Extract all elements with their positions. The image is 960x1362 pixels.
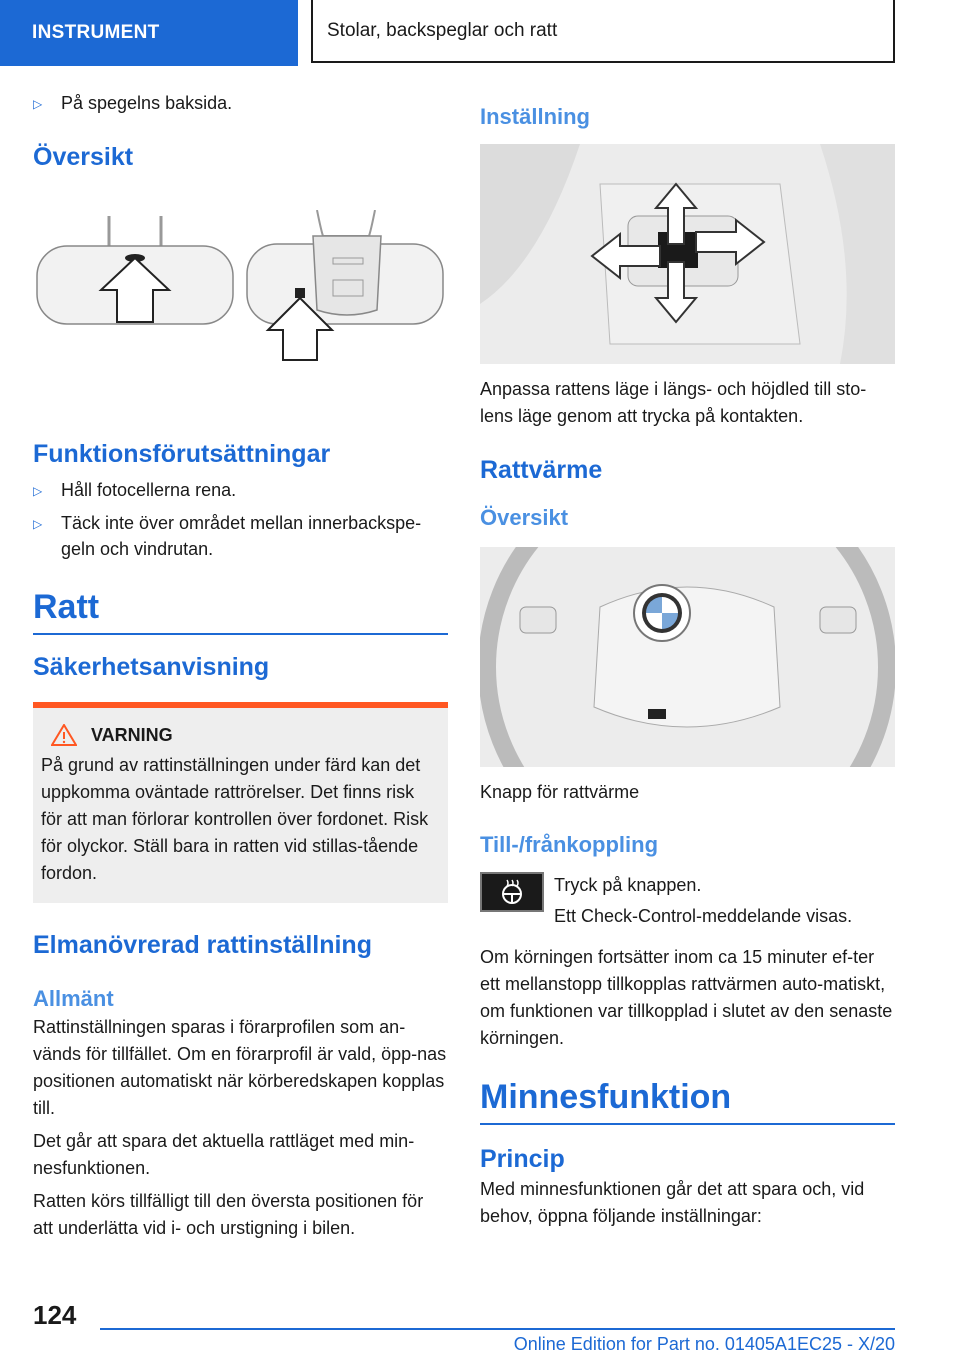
section-heading-princip: Princip xyxy=(480,1145,565,1173)
list-item: ▷ Täck inte över området mellan innerbackspe-geln och vindrutan. xyxy=(33,510,448,562)
section-heading-sakerhet: Säkerhetsanvisning xyxy=(33,653,270,681)
warning-text: På grund av rattinställningen under färd kan det uppkomma oväntade rattrörelser. Det finns risk för att man förlorar kontrollen över fordonet. Risk för olyckor. Ställ bara in ratten vid stillas-tående fordon. xyxy=(41,755,429,883)
instruction-line: Tryck på knappen. xyxy=(554,875,702,895)
triangle-bullet-icon: ▷ xyxy=(33,484,43,498)
section-heading-oversikt: Översikt xyxy=(33,143,134,171)
chapter-title: Stolar, backspeglar och ratt xyxy=(311,0,895,63)
page-header xyxy=(0,0,960,66)
edition-text: Online Edition for Part no. 01405A1EC25 - X/20 xyxy=(513,1334,895,1354)
subheading-till: Till-/frånkoppling xyxy=(480,832,659,857)
triangle-bullet-icon: ▷ xyxy=(33,97,43,111)
steering-wheel-image xyxy=(480,547,895,767)
paragraph: Om körningen fortsätter inom ca 15 minuter ef-ter ett mellanstopp tillkopplas rattvärmen auto-matiskt, om funktionen var tillkopplad i slutet av den senaste körningen. xyxy=(480,947,893,1048)
mirror-figure xyxy=(33,210,448,400)
subheading-oversikt: Översikt xyxy=(480,505,569,530)
paragraph: Ratten körs tillfälligt till den översta positionen för att underlätta vid i- och urstigning i bilen. xyxy=(33,1191,424,1238)
section-heading-elman: Elmanövrerad rattinställning xyxy=(33,931,372,959)
section-heading-funktion: Funktionsförutsättningar xyxy=(33,440,331,468)
paragraph: Rattinställningen sparas i förarprofilen som an-vänds för tillfället. Om en förarprofil är vald, öpp-nas positionen automatiskt när körberedskapen kopplas till. xyxy=(33,1017,447,1118)
subheading-installning: Inställning xyxy=(480,104,590,129)
paragraph: Med minnesfunktionen går det att spara och, vid behov, öppna följande inställningar: xyxy=(480,1179,865,1226)
list-item: ▷ På spegelns baksida. xyxy=(33,90,448,117)
image-caption: Knapp för rattvärme xyxy=(480,782,640,802)
section-heading-rattvarme: Rattvärme xyxy=(480,456,603,484)
chapter-heading-minne: Minnesfunktion xyxy=(480,1078,895,1125)
steering-wheel-figure xyxy=(480,547,895,767)
steering-adjust-image xyxy=(480,144,895,364)
warning-box xyxy=(33,702,448,903)
warning-title: VARNING xyxy=(91,724,173,745)
section-label: INSTRUMENT xyxy=(0,0,298,66)
subheading-allmant: Allmänt xyxy=(33,986,114,1011)
right-column xyxy=(480,90,895,1230)
page-number: 124 xyxy=(33,1300,77,1330)
list-item: ▷ Håll fotocellerna rena. xyxy=(33,477,448,504)
left-column xyxy=(33,90,448,1242)
triangle-bullet-icon: ▷ xyxy=(33,517,43,531)
instruction-line: Ett Check-Control-meddelande visas. xyxy=(554,906,853,926)
warning-header xyxy=(41,724,440,746)
heat-button-instruction xyxy=(480,872,895,930)
steering-adjust-figure xyxy=(480,144,895,364)
steering-heat-button xyxy=(480,872,544,912)
mirror-illustration xyxy=(33,210,448,400)
warning-triangle-icon xyxy=(51,724,77,746)
steering-heat-icon xyxy=(498,878,526,906)
image-caption: Anpassa rattens läge i längs- och höjdled till sto-lens läge genom att trycka på kontakten. xyxy=(480,379,867,426)
chapter-heading-ratt: Ratt xyxy=(33,588,448,635)
paragraph: Det går att spara det aktuella rattläget med min-nesfunktionen. xyxy=(33,1131,415,1178)
footer-divider xyxy=(100,1328,895,1330)
